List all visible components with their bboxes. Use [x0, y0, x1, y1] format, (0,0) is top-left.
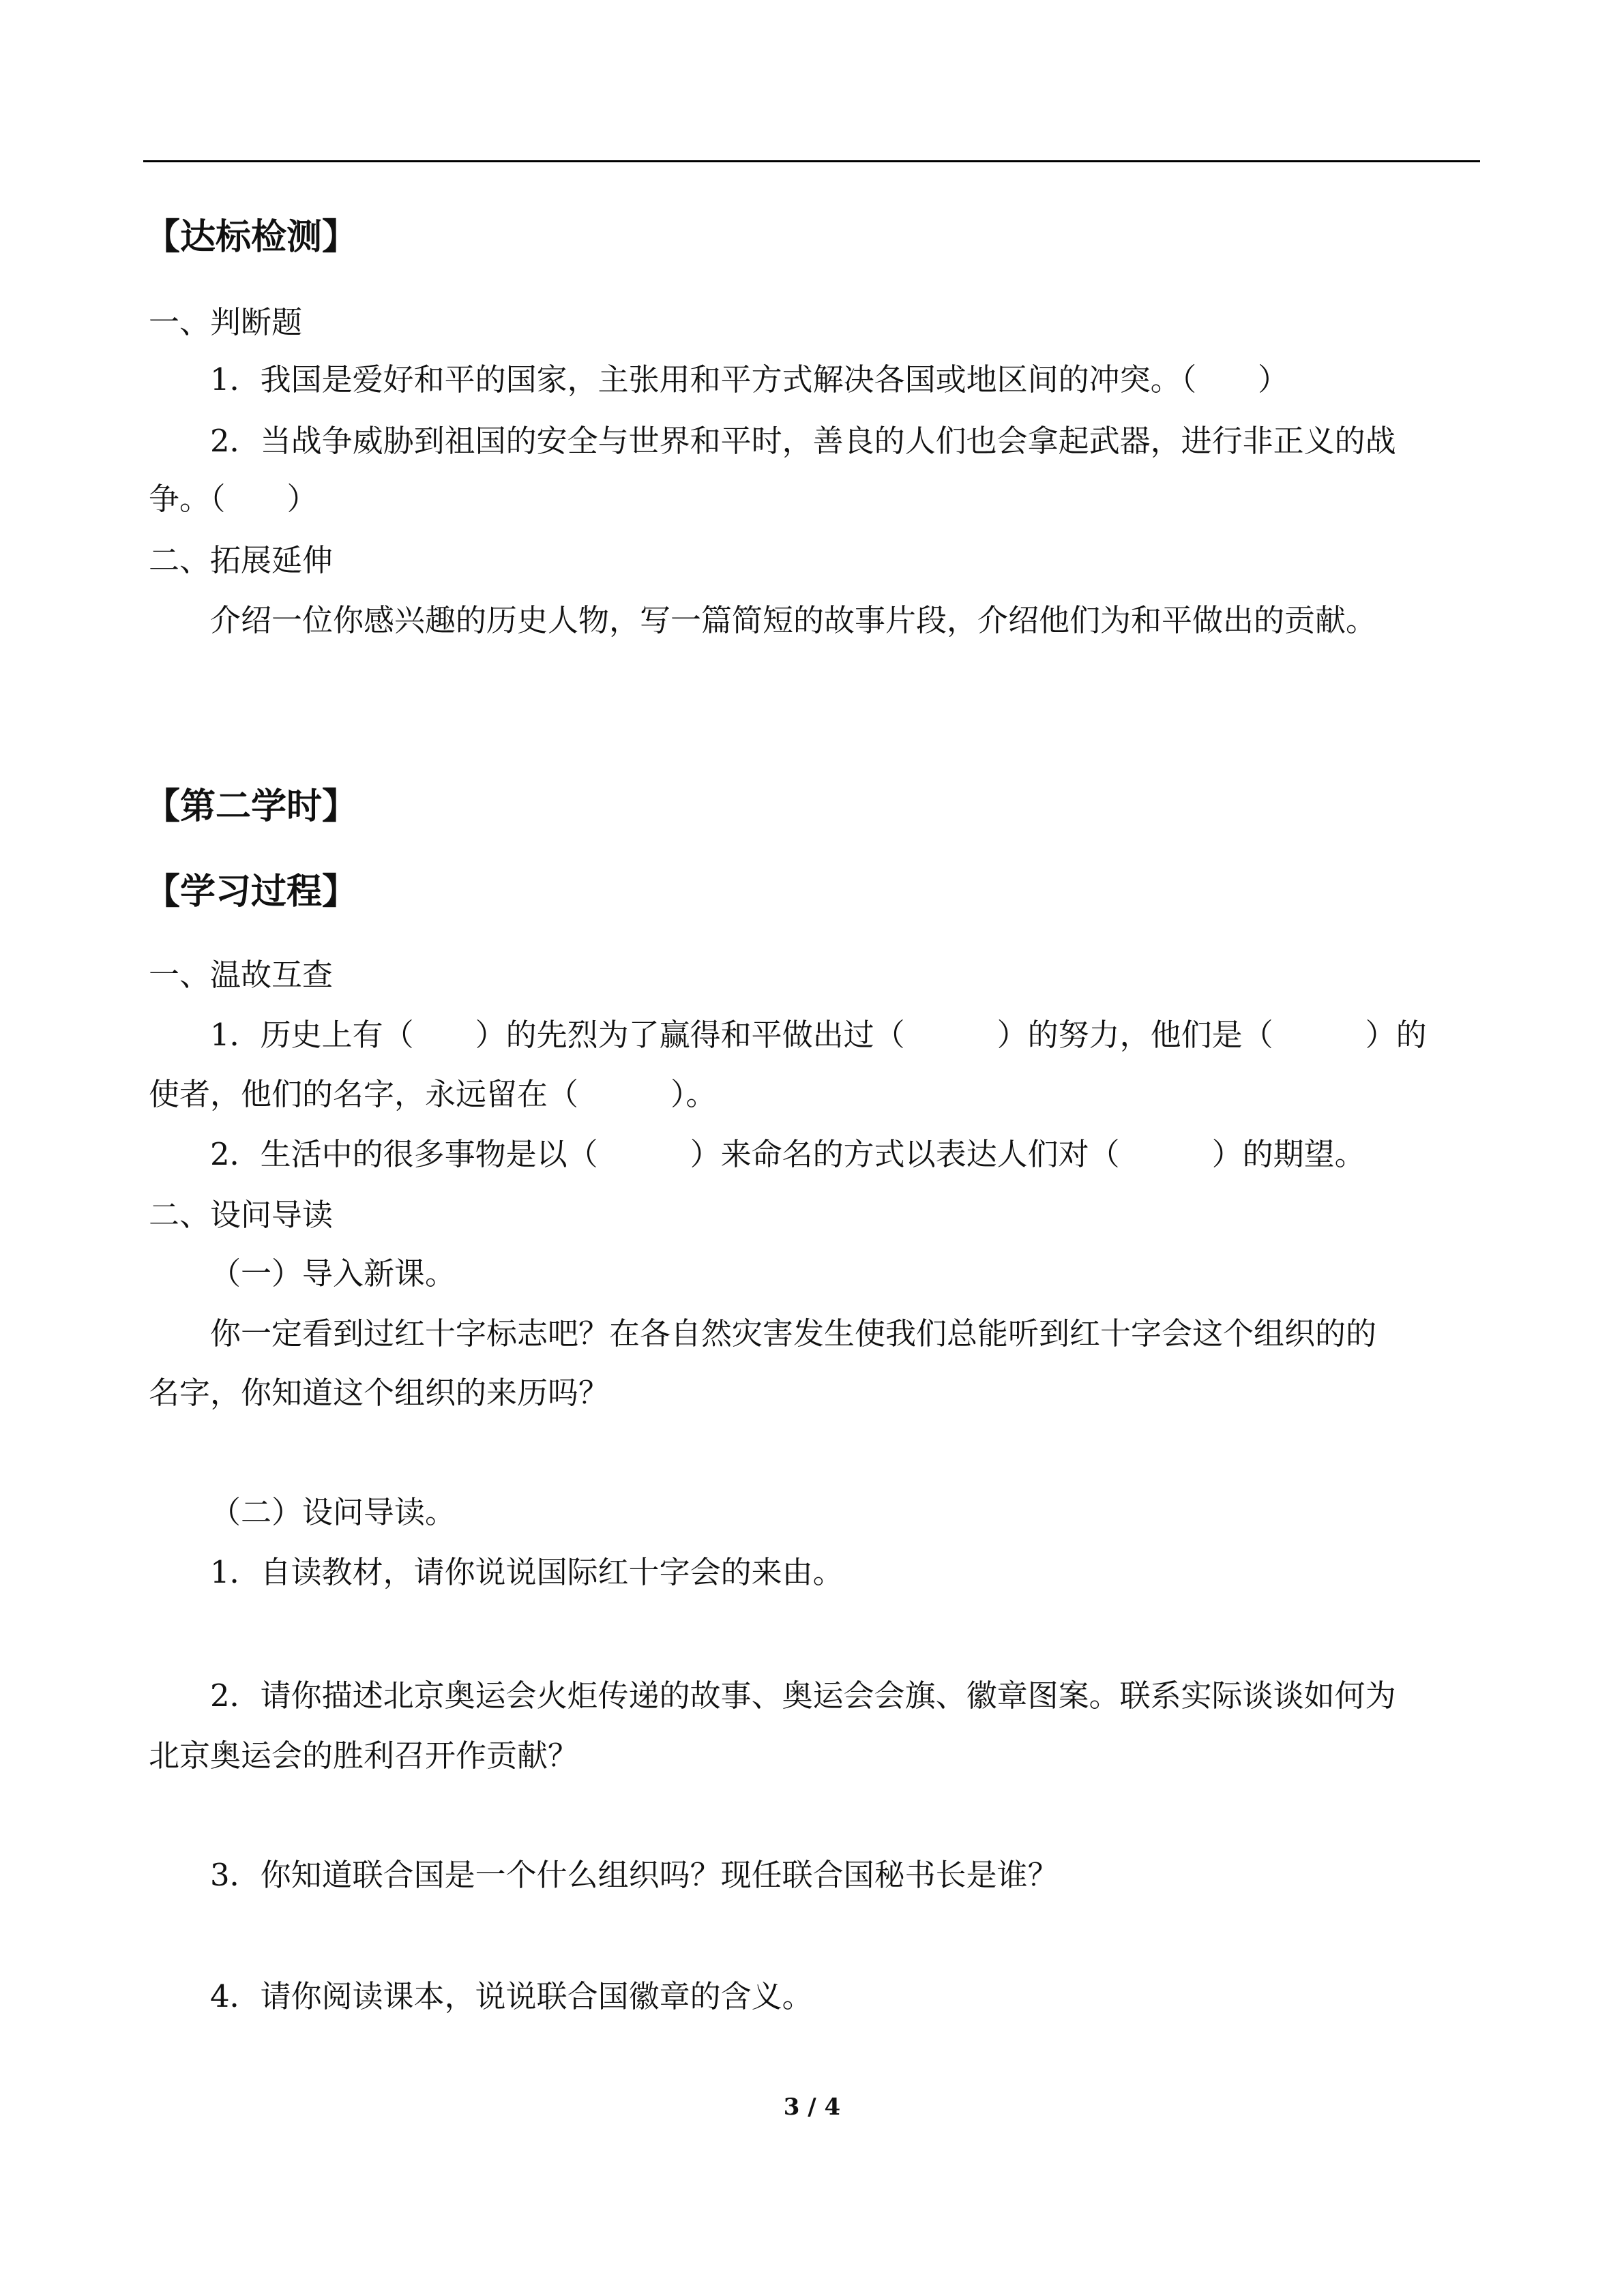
guide-question-3: 3．你知道联合国是一个什么组织吗？现任联合国秘书长是谁？ [210, 1857, 1059, 1893]
part2-text: 介绍一位你感兴趣的历史人物，写一篇简短的故事片段，介绍他们为和平做出的贡献。 [210, 602, 1377, 638]
part2-title: 二、拓展延伸 [149, 542, 334, 578]
section-heading-assessment: 【达标检测】 [145, 217, 358, 258]
guide-title: 二、设问导读 [149, 1197, 334, 1233]
review-title: 一、温故互查 [149, 957, 334, 993]
part1-title: 一、判断题 [149, 304, 303, 340]
page-number: 3 / 4 [783, 2093, 841, 2121]
part1-question-2-line1: 2．当战争威胁到祖国的安全与世界和平时，善良的人们也会拿起武器，进行非正义的战 [210, 423, 1396, 459]
header-rule [143, 160, 1480, 162]
guide-question-2-line1: 2．请你描述北京奥运会火炬传递的故事、奥运会会旗、徽章图案。联系实际谈谈如何为 [210, 1678, 1396, 1714]
review-question-1-line1: 1．历史上有（ ）的先烈为了赢得和平做出过（ ）的努力，他们是（ ）的 [210, 1017, 1427, 1053]
review-question-1-line2: 使者，他们的名字，永远留在（ ）。 [149, 1076, 717, 1112]
guide-question-1: 1．自读教材，请你说说国际红十字会的来由。 [210, 1554, 844, 1590]
guide-intro-line2: 名字，你知道这个组织的来历吗？ [149, 1375, 610, 1411]
section-heading-learning-process: 【学习过程】 [145, 871, 358, 912]
part1-question-2-line2: 争。（ ） [149, 481, 318, 517]
section-heading-second-period: 【第二学时】 [145, 786, 358, 827]
review-question-2: 2．生活中的很多事物是以（ ）来命名的方式以表达人们对（ ）的期望。 [210, 1136, 1365, 1172]
guide-question-4: 4．请你阅读课本，说说联合国徽章的含义。 [210, 1978, 813, 2014]
guide-subtitle-2: （二）设问导读。 [210, 1494, 456, 1530]
part1-question-1: 1．我国是爱好和平的国家，主张用和平方式解决各国或地区间的冲突。（ ） [210, 361, 1289, 398]
guide-intro-line1: 你一定看到过红十字标志吧？在各自然灾害发生使我们总能听到红十字会这个组织的的 [210, 1315, 1377, 1352]
guide-question-2-line2: 北京奥运会的胜利召开作贡献？ [149, 1738, 579, 1774]
guide-subtitle-1: （一）导入新课。 [210, 1255, 456, 1292]
